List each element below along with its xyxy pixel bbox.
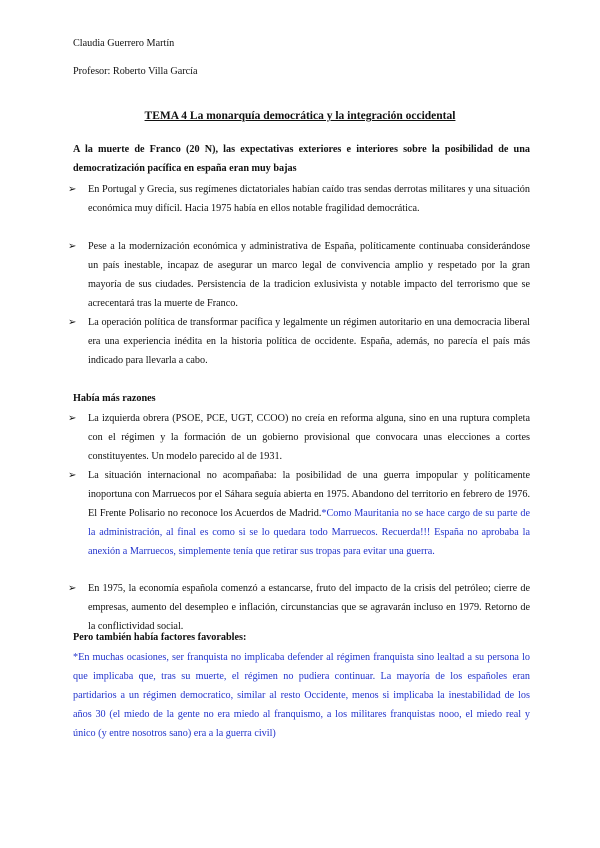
section1-heading: A la muerte de Franco (20 N), las expectativas exteriores e interiores sobre la posibilidad de una democratización pacífica en españa eran muy bajas — [73, 144, 530, 174]
bullet-text: Pese a la modernización económica y administrativa de España, políticamente continuaba considerándose un país inestable, incapaz de asegurar un marco legal de convivencia amplio y respetado por la gran mayoría de sus ciudades. Persistencia de la tradicion exlusivista y notable impacto del terrorismo que se acrecentará tras la muerte de Franco. — [88, 241, 530, 309]
page-title: TEMA 4 La monarquía democrática y la integración occidental — [144, 110, 456, 122]
bullet-text: La operación política de transformar pacífica y legalmente un régimen autoritario en una democracia liberal era una experiencia inédita en la historia política de occidente. España, además, no parecía el país más indicado para llevarla a cabo. — [88, 317, 530, 366]
bullet-text: En 1975, la economía española comenzó a estancarse, fruto del impacto de la crisis del petróleo; cierre de empresas, aumento del desempleo e inflación, circunstancias que se agravarán incluso en 1979. Retorno de la conflictividad social. — [88, 583, 530, 632]
bullet-text: La izquierda obrera (PSOE, PCE, UGT, CCOO) no creía en reforma alguna, sino en una ruptura completa con el régimen y la formación de un gobierno provisional que convocara unas elecciones a cortes constituyentes. Un modelo parecido al de 1931. — [88, 413, 530, 462]
list-item — [68, 409, 530, 466]
section2-heading: Había más razones — [73, 393, 156, 404]
arrow-right-icon: ➢ — [68, 413, 77, 424]
arrow-right-icon: ➢ — [68, 241, 77, 252]
author-name: Claudia Guerrero Martín — [73, 38, 175, 49]
bullet-note: *Como Mauritania no se hace cargo de su parte de la administración, al final es como si se lo quedara todo Marruecos. Recuerda!!! España no aprobaba la anexión a Marruecos, simplemente tenía que retirar sus tropas para evitar una guerra. — [88, 508, 530, 557]
section3-heading: Pero también había factores favorables: — [73, 632, 247, 643]
list-item — [68, 466, 530, 561]
arrow-right-icon: ➢ — [68, 184, 77, 195]
bullet-text: En Portugal y Grecia, sus regímenes dictatoriales habían caído tras sendas derrotas militares y una situación económica muy difícil. Hacia 1975 había en ellos notable fragilidad democrática. — [88, 184, 530, 214]
list-item — [68, 180, 530, 218]
section3-note: *En muchas ocasiones, ser franquista no implicaba defender al régimen franquista sino lealtad a su persona lo que implicaba que, tras su muerte, el régimen no pudiera continuar. La mayoría de los españoles eran partidarios a un régimen democratico, similar al resto Occidente, menos si implicaba la inestabilidad de los años 30 (el miedo de la gente no era miedo al franquismo, a los militares franquistas nooo, el miedo real y único (y entre nosotros sano) era a la guerra civil) — [73, 652, 530, 739]
list-item — [68, 313, 530, 370]
arrow-right-icon: ➢ — [68, 583, 77, 594]
professor-name: Profesor: Roberto Villa García — [73, 66, 198, 77]
bullet-text: La situación internacional no acompañaba: la posibilidad de una guerra impopular y políticamente inoportuna con Marruecos por el Sáhara seguía abierta en 1975. Abandono del territorio en febrero de 1976. El Frente Polisario no reconoce los Acuerdos de Madrid. — [88, 470, 530, 519]
arrow-right-icon: ➢ — [68, 317, 77, 328]
list-item — [68, 237, 530, 313]
arrow-right-icon: ➢ — [68, 470, 77, 481]
